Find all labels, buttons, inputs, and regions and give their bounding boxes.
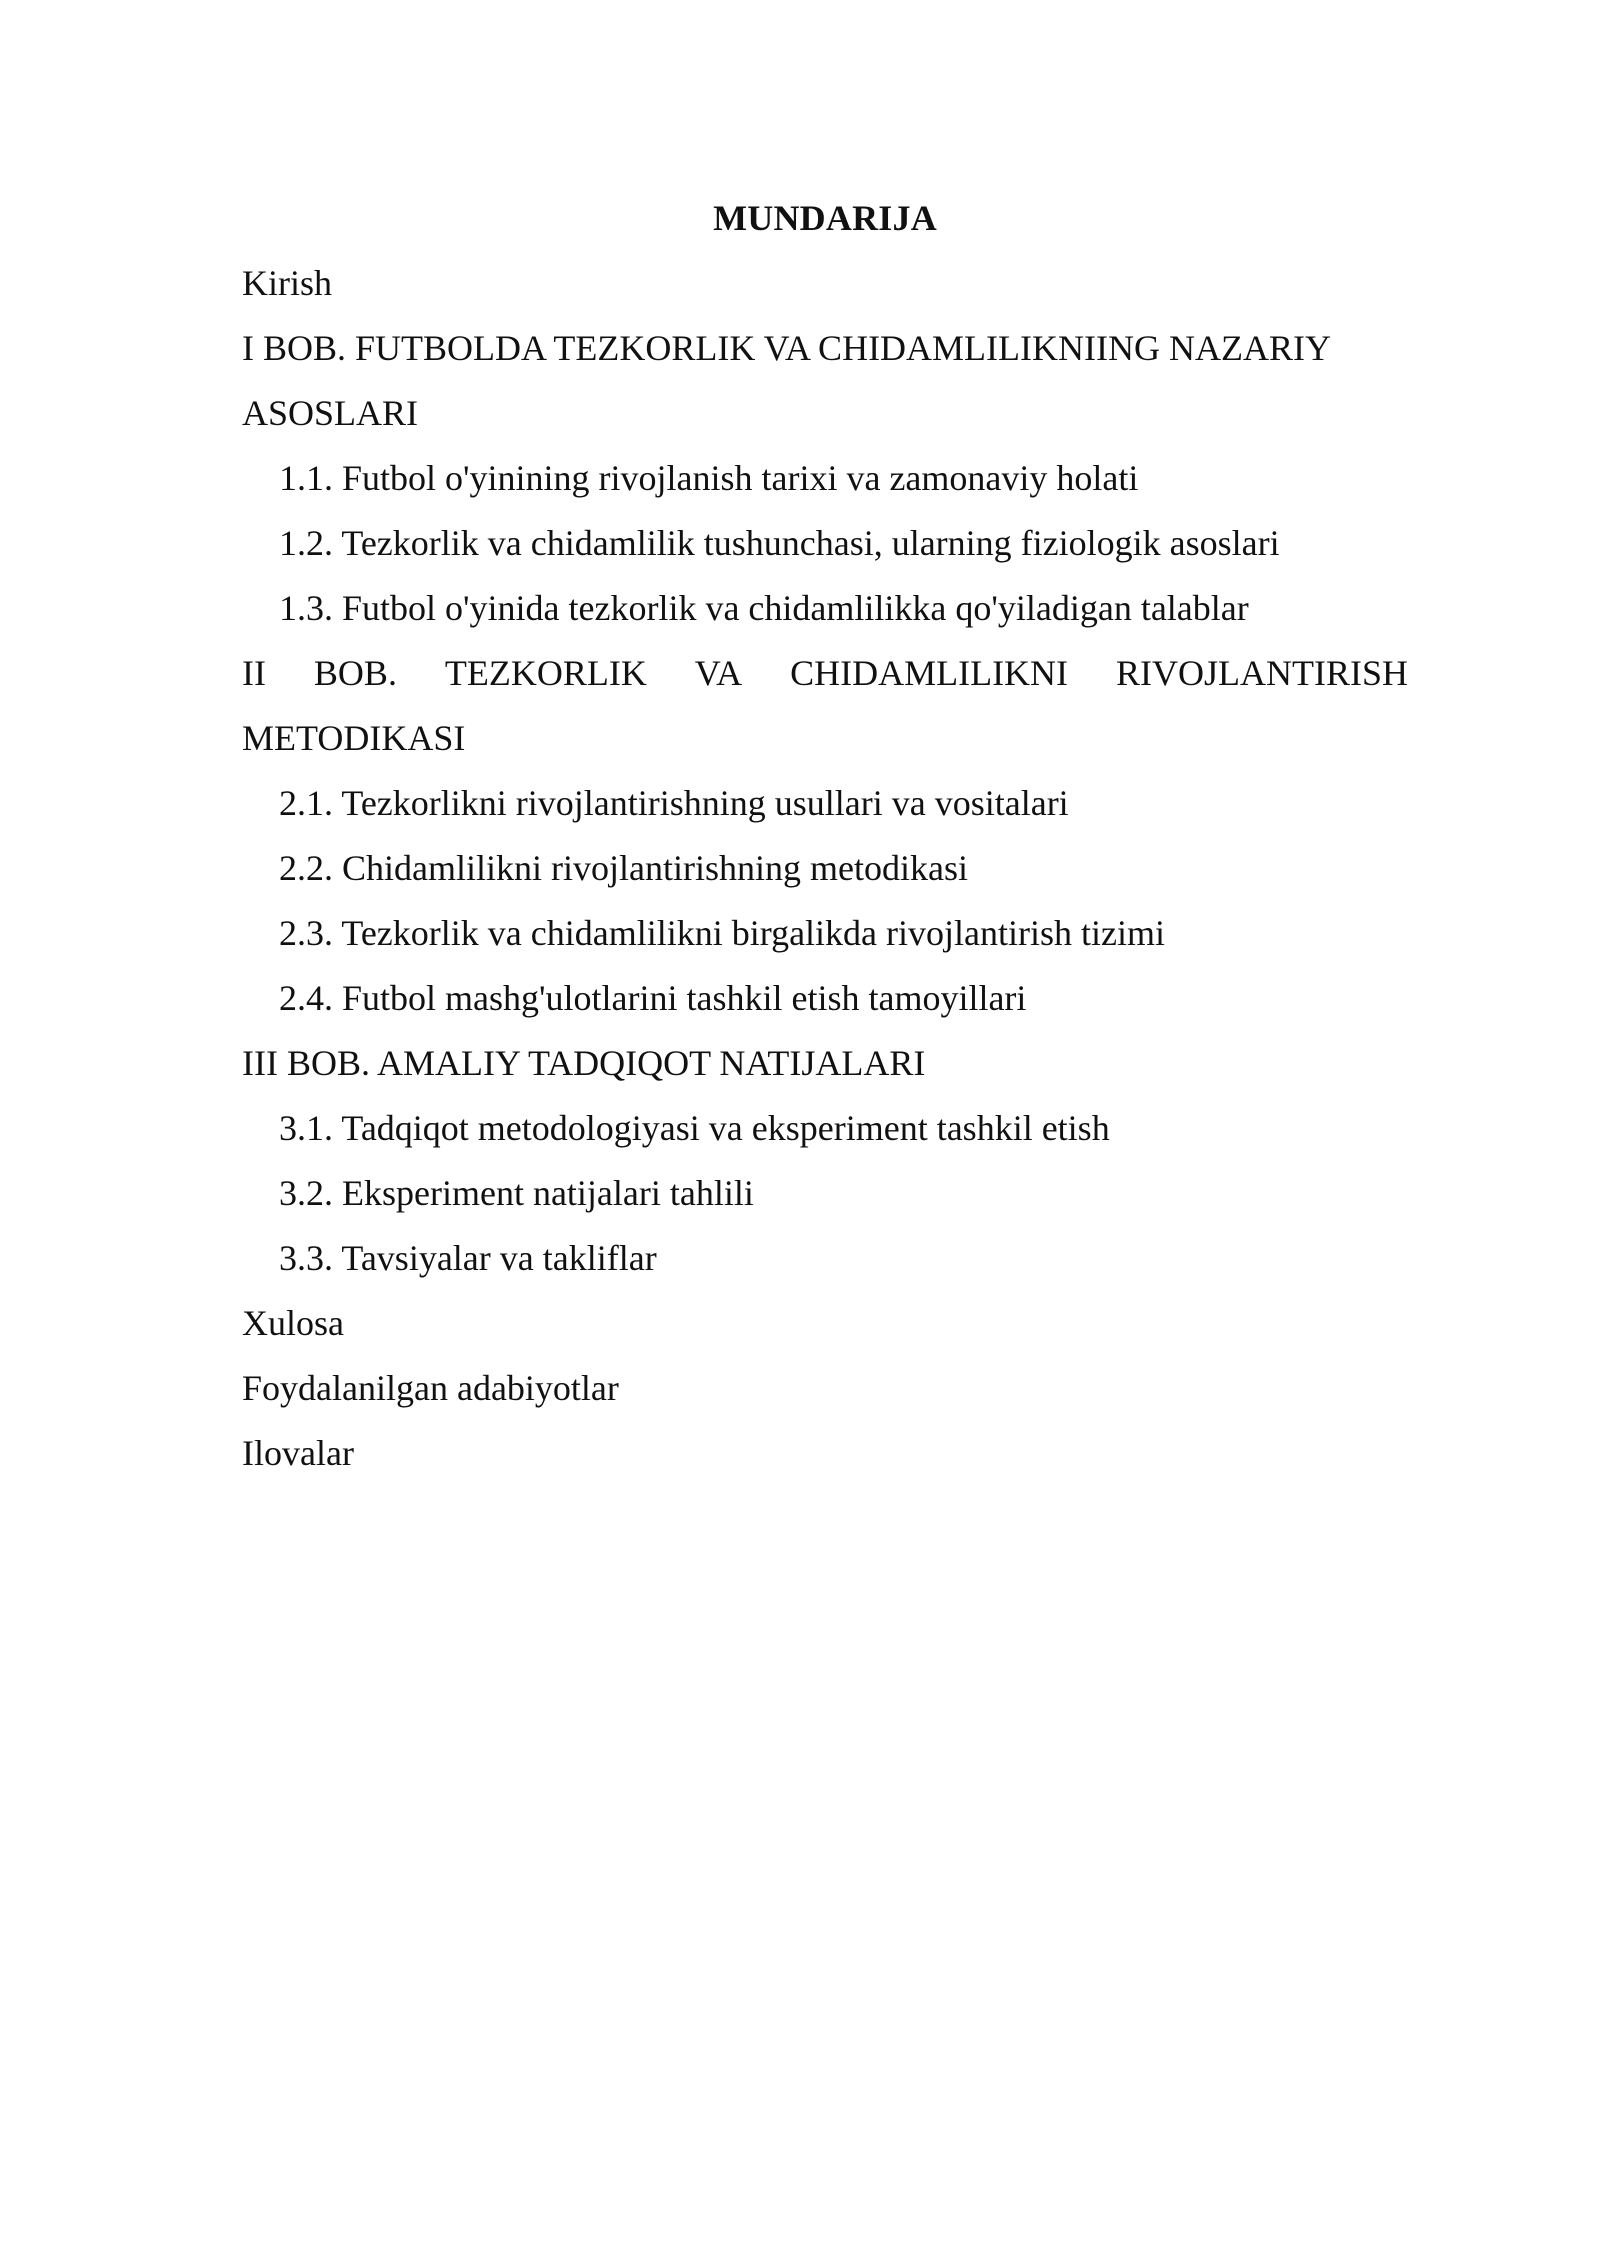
toc-chapter-2-line-2: METODIKASI bbox=[242, 718, 466, 758]
toc-section-3-1: 3.1. Tadqiqot metodologiyasi va eksperiment tashkil etish bbox=[279, 1108, 1110, 1148]
toc-section-3-3: 3.3. Tavsiyalar va takliflar bbox=[279, 1238, 657, 1278]
toc-section-2-4: 2.4. Futbol mashg'ulotlarini tashkil etish tamoyillari bbox=[279, 978, 1027, 1018]
toc-chapter-3: III BOB. AMALIY TADQIQOT NATIJALARI bbox=[242, 1043, 926, 1083]
toc-chapter-1-line-1: I BOB. FUTBOLDA TEZKORLIK VA CHIDAMLILIKNIING NAZARIY bbox=[242, 328, 1331, 368]
toc-chapter-2-word: CHIDAMLILIKNI bbox=[790, 653, 1069, 693]
toc-section-2-2: 2.2. Chidamlilikni rivojlantirishning metodikasi bbox=[279, 848, 968, 888]
toc-chapter-2-word: VA bbox=[694, 653, 743, 693]
toc-section-1-1: 1.1. Futbol o'yinining rivojlanish tarixi va zamonaviy holati bbox=[279, 458, 1139, 498]
toc-title: MUNDARIJA bbox=[713, 198, 937, 238]
toc-entry-conclusion: Xulosa bbox=[242, 1303, 344, 1343]
toc-section-1-3: 1.3. Futbol o'yinida tezkorlik va chidamlilikka qo'yiladigan talablar bbox=[279, 588, 1249, 628]
toc-entry-appendices: Ilovalar bbox=[242, 1433, 354, 1473]
toc-chapter-2-word: BOB. bbox=[313, 653, 397, 693]
toc-chapter-2-word: TEZKORLIK bbox=[444, 653, 647, 693]
toc-chapter-2-word: II bbox=[242, 653, 266, 693]
toc-section-2-1: 2.1. Tezkorlikni rivojlantirishning usullari va vositalari bbox=[279, 783, 1069, 823]
toc-chapter-2-line-1 bbox=[242, 641, 1408, 706]
toc-entry-intro: Kirish bbox=[242, 263, 332, 303]
toc-section-2-3: 2.3. Tezkorlik va chidamlilikni birgalikda rivojlantirish tizimi bbox=[279, 913, 1165, 953]
toc-chapter-2-word: RIVOJLANTIRISH bbox=[1115, 653, 1408, 693]
toc-chapter-1-line-2: ASOSLARI bbox=[242, 393, 419, 433]
toc-section-3-2: 3.2. Eksperiment natijalari tahlili bbox=[279, 1173, 754, 1213]
table-of-contents bbox=[242, 186, 1408, 1486]
toc-section-1-2: 1.2. Tezkorlik va chidamlilik tushunchasi, ularning fiziologik asoslari bbox=[279, 523, 1280, 563]
toc-entry-references: Foydalanilgan adabiyotlar bbox=[242, 1368, 619, 1408]
